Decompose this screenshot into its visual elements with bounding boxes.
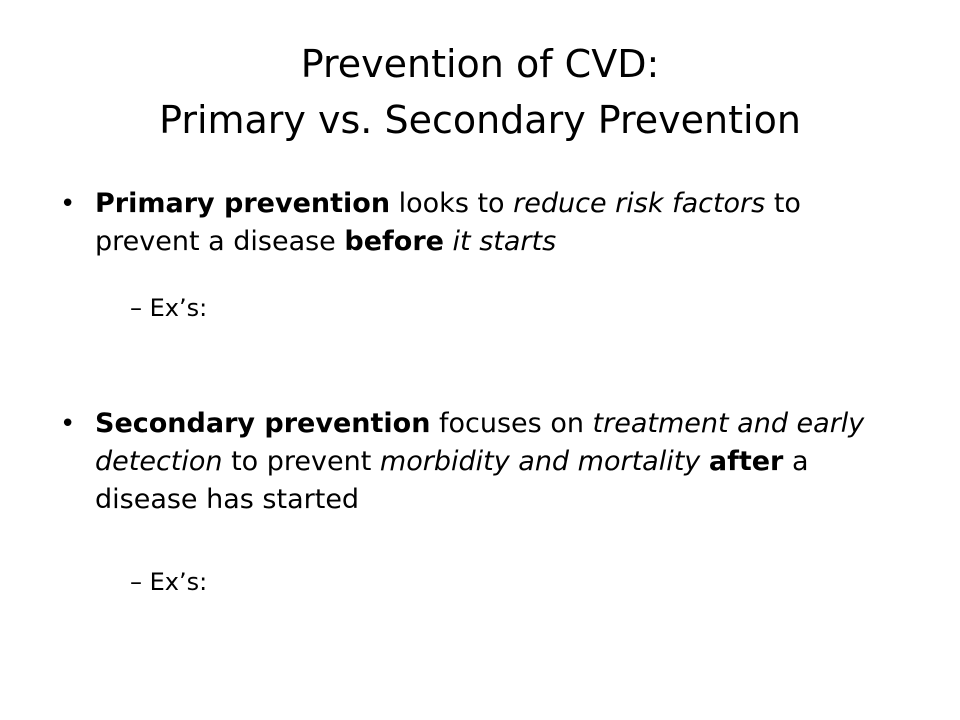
bullet-text-part: Primary prevention [95, 188, 391, 219]
bullet-text [95, 408, 864, 515]
sub-bullet-examples-1: – Ex’s: [130, 294, 208, 322]
bullet-marker: • [60, 409, 76, 439]
title-line-2: Primary vs. Secondary Prevention [159, 98, 801, 142]
bullet-secondary-prevention [60, 405, 885, 519]
bullet-text-part: after [708, 446, 784, 477]
bullet-marker: • [60, 189, 76, 219]
sub-bullet-examples-2: – Ex’s: [130, 568, 208, 596]
bullet-primary-prevention [60, 185, 885, 261]
bullet-text-part: a disease has started [95, 446, 809, 515]
bullet-text-part: Secondary prevention [95, 408, 431, 439]
bullet-text-part: treatment and early detection [95, 408, 865, 477]
bullet-text-part: morbidity and mortality [379, 446, 701, 477]
slide-title [60, 36, 900, 148]
bullet-text-part: reduce risk factors [513, 188, 766, 219]
bullet-text [95, 188, 801, 257]
bullet-text-part: it starts [443, 226, 557, 257]
bullet-text-part: to prevent [222, 446, 380, 477]
bullet-text-part: looks to [390, 188, 514, 219]
bullet-text-part: to prevent a disease [95, 188, 801, 257]
bullet-text-part [700, 446, 709, 477]
title-line-1: Prevention of CVD: [300, 42, 660, 86]
bullet-text-part: focuses on [430, 408, 593, 439]
bullet-text-part: before [344, 226, 444, 257]
